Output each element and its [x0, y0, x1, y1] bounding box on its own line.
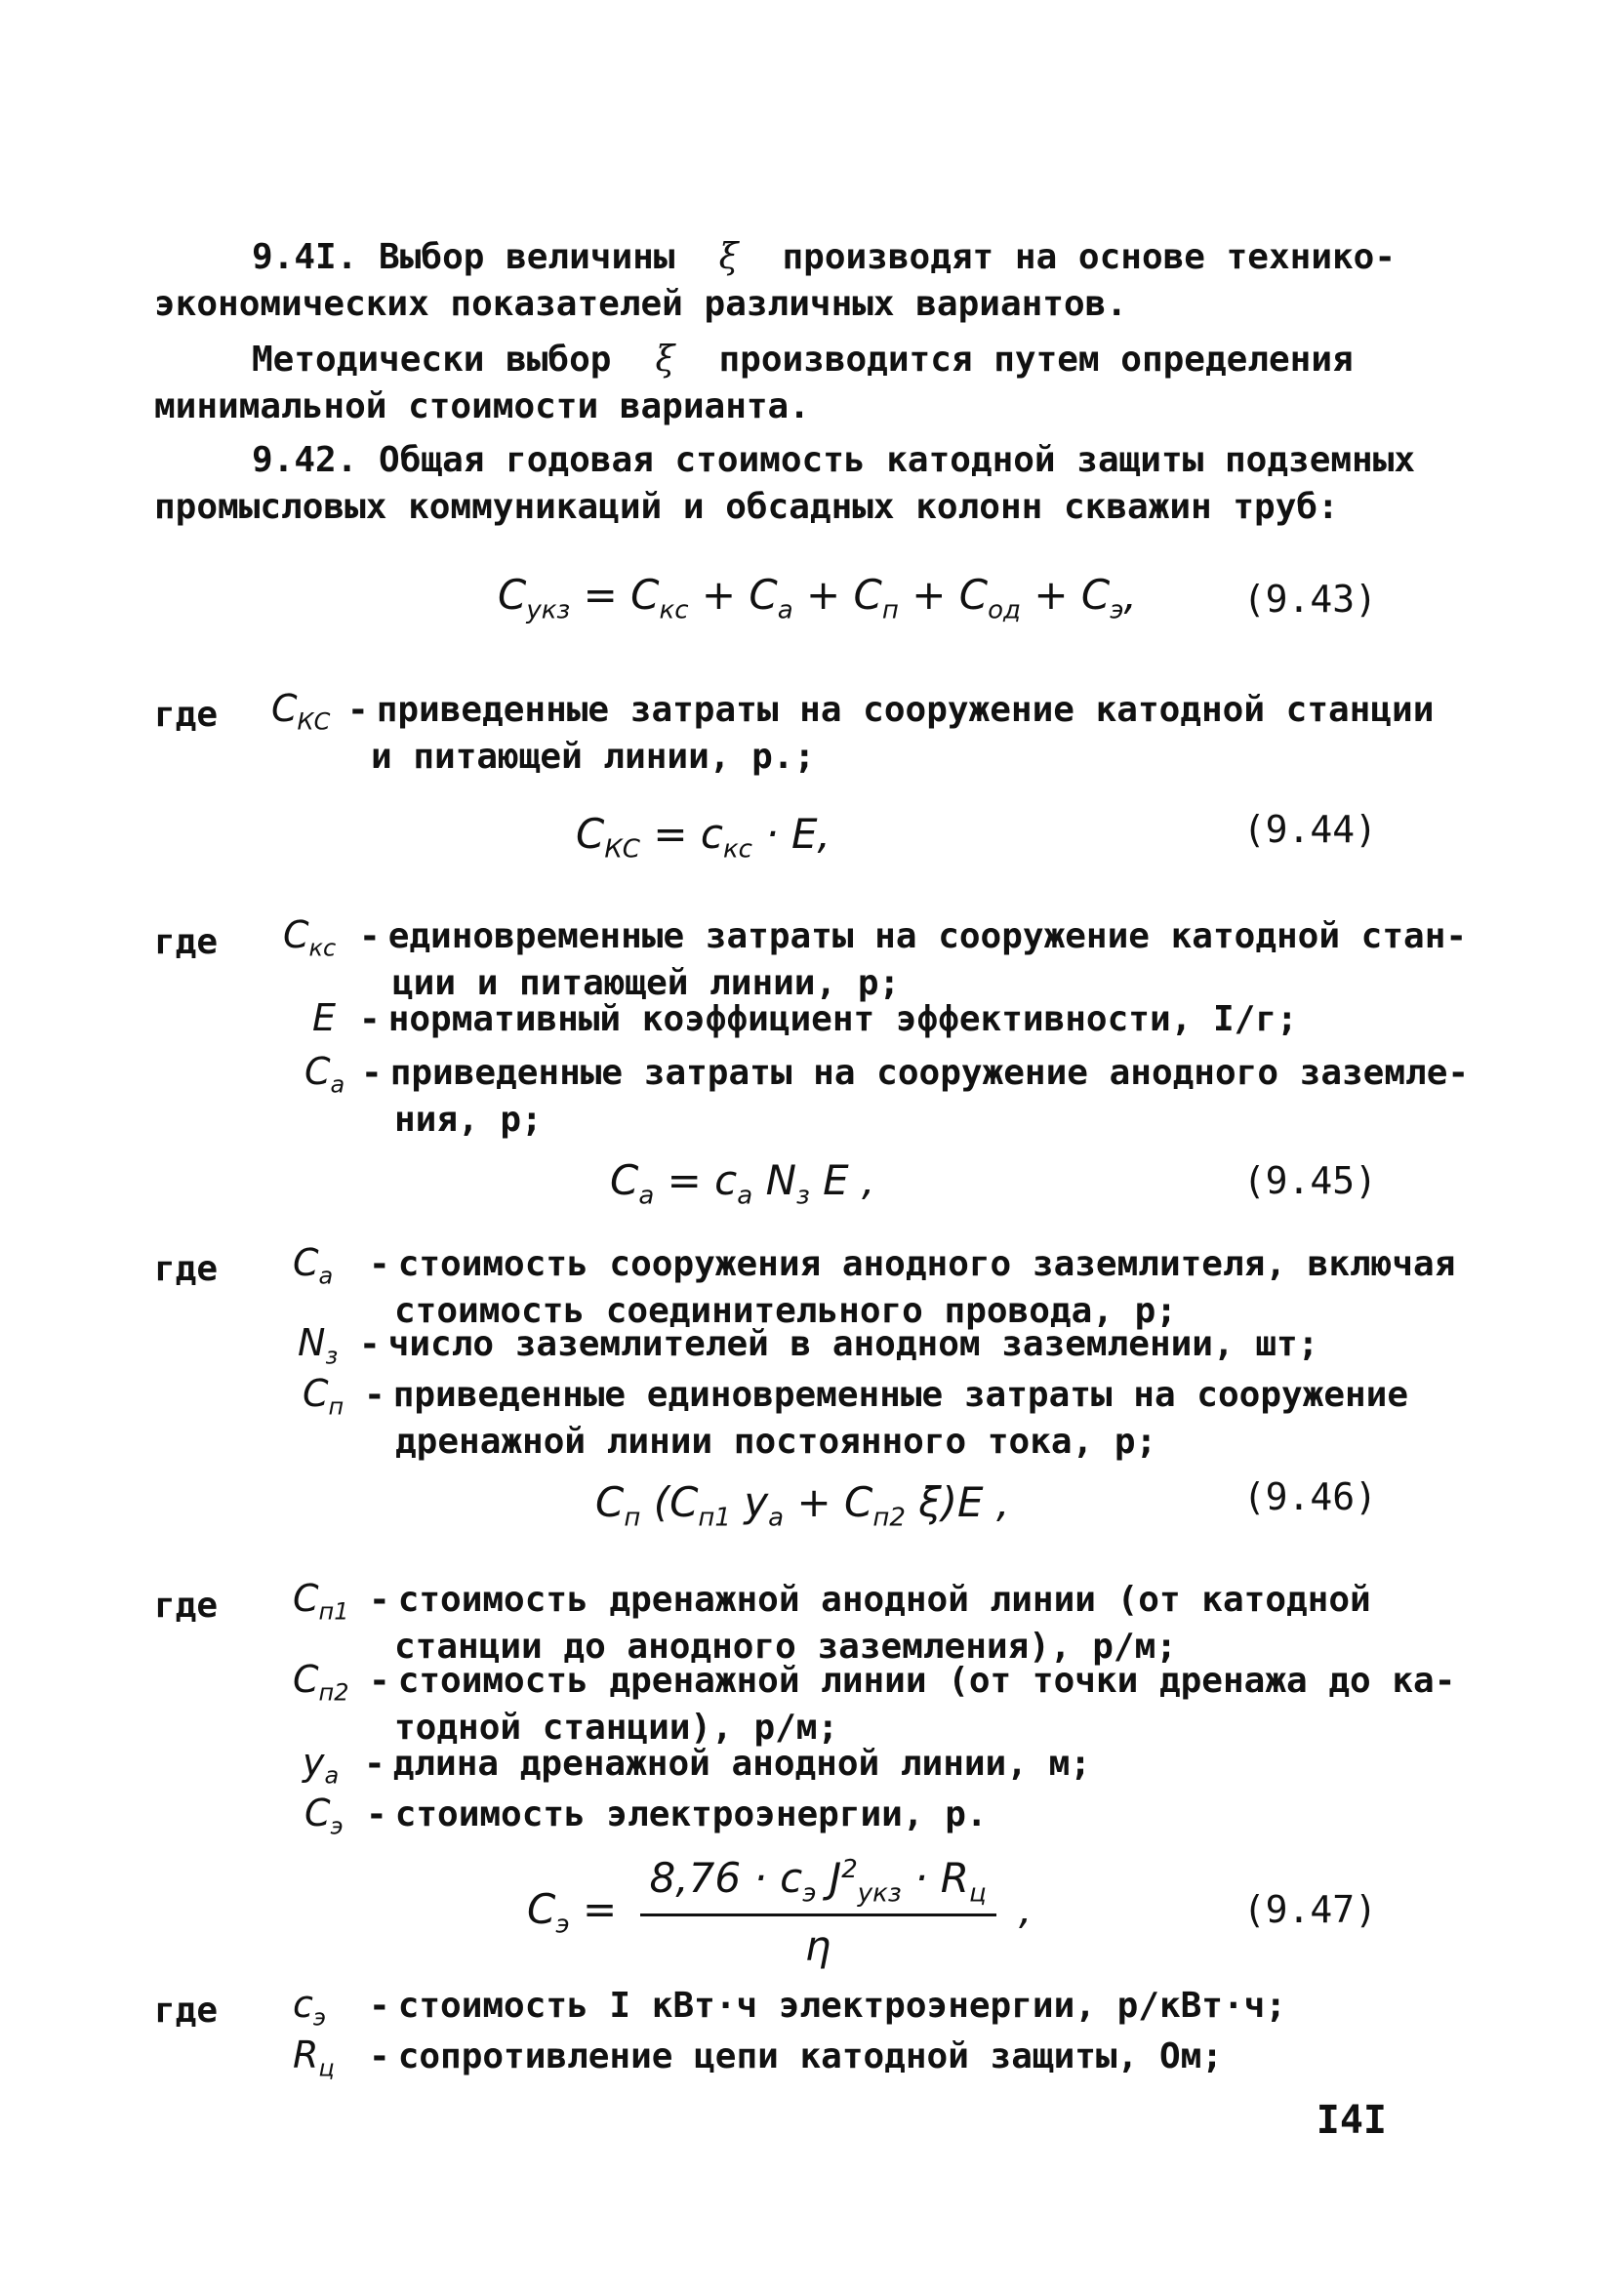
xi-symbol: ξ — [655, 340, 675, 380]
definition-n-z: $N_з$ - число заземлителей в анодном заземлении, шт; — [298, 1321, 1319, 1370]
equation-number: (9.43) — [1242, 578, 1377, 621]
where-label: где — [154, 1586, 219, 1626]
definition-r-ts: $R_ц$ - сопротивление цепи катодной защиты, Ом; — [293, 2034, 1223, 2082]
equation-number: (9.45) — [1242, 1159, 1377, 1202]
where-label: где — [154, 1249, 219, 1289]
formula-9-43: $C_{укз} = C_{кс} + C_а + C_п + C_{од} + C_э$, — [498, 571, 1137, 625]
text: производят на основе технико- — [782, 237, 1397, 277]
text: экономических показателей различных вариантов. — [154, 284, 1127, 324]
equation-number: (9.47) — [1242, 1888, 1377, 1931]
definition-c-a-anode: $C_а$ - стоимость сооружения анодного заземлителя, включая стоимость соединительного провода, р; — [293, 1241, 1456, 1331]
definition-c-e: $C_э$ - стоимость электроэнергии, р. — [304, 1792, 988, 1840]
text: 9.42. Общая годовая стоимость катодной защиты подземных — [252, 440, 1416, 480]
definition-c-kc: $C_{КС}$ - приведенные затраты на сооружение катодной станции и питающей линии, р.; — [271, 687, 1435, 777]
paragraph-9-42 — [154, 437, 1416, 531]
formula-9-47: $C_э$ = $\frac{8,76 \cdot c_э J^2_{укз} \cdot R_ц}{\eta}$ , — [527, 1854, 1033, 1971]
definition-c-kc-lower: $C_{кс}$ - единовременные затраты на сооружение катодной стан- ции и питающей линии, р; — [283, 913, 1468, 1003]
text: промысловых коммуникаций и обсадных колонн скважин труб: — [154, 487, 1339, 527]
definition-c-p2: $C_{п2}$ - стоимость дренажной линии (от точки дренажа до ка- тодной станции), р/м; — [293, 1658, 1456, 1748]
text: минимальной стоимости варианта. — [154, 386, 810, 426]
paragraph-method — [154, 337, 1384, 430]
text: производится путем определения — [718, 340, 1354, 380]
fraction — [640, 1854, 996, 1970]
xi-symbol: ξ — [718, 237, 739, 277]
definition-c-e-lower: $c_э$ - стоимость I кВт·ч электроэнергии, р/кВт·ч; — [293, 1983, 1286, 2032]
where-label: где — [154, 695, 219, 735]
text: Методически выбор — [252, 340, 612, 380]
text: 9.4I. Выбор величины — [252, 237, 675, 277]
definition-c-p: $C_п$ - приведенные единовременные затраты на сооружение дренажной линии постоянного тока, р; — [303, 1372, 1409, 1462]
where-label: где — [154, 922, 219, 962]
formula-9-44: $C_{КС} = c_{кс} \cdot E$, — [576, 810, 831, 865]
formula-9-46: $C_п$ ($C_{п1}$ $y_а + C_{п2}$ ξ)E , — [595, 1478, 1010, 1533]
denominator: η — [804, 1922, 831, 1971]
equation-number: (9.44) — [1242, 808, 1377, 851]
equation-number: (9.46) — [1242, 1475, 1377, 1518]
definition-e: E - нормативный коэффициент эффективности, I/г; — [312, 996, 1298, 1039]
definition-c-p1: $C_{п1}$ - стоимость дренажной анодной линии (от катодной станции до анодного заземления), р/м; — [293, 1577, 1371, 1667]
page-number: I4I — [1316, 2098, 1387, 2143]
numerator: $8,76 \cdot c_э$ $J^2_{укз} \cdot R_ц$ — [640, 1854, 996, 1916]
definition-y-a: $y_а$ - длина дренажной анодной линии, м; — [303, 1741, 1091, 1790]
paragraph-9-41 — [154, 234, 1397, 328]
where-label: где — [154, 1991, 219, 2031]
definition-c-a: $C_а$ - приведенные затраты на сооружение анодного заземле- ния, р; — [304, 1050, 1470, 1140]
formula-9-45: $C_а = c_а$ $N_з$ E , — [610, 1156, 875, 1211]
